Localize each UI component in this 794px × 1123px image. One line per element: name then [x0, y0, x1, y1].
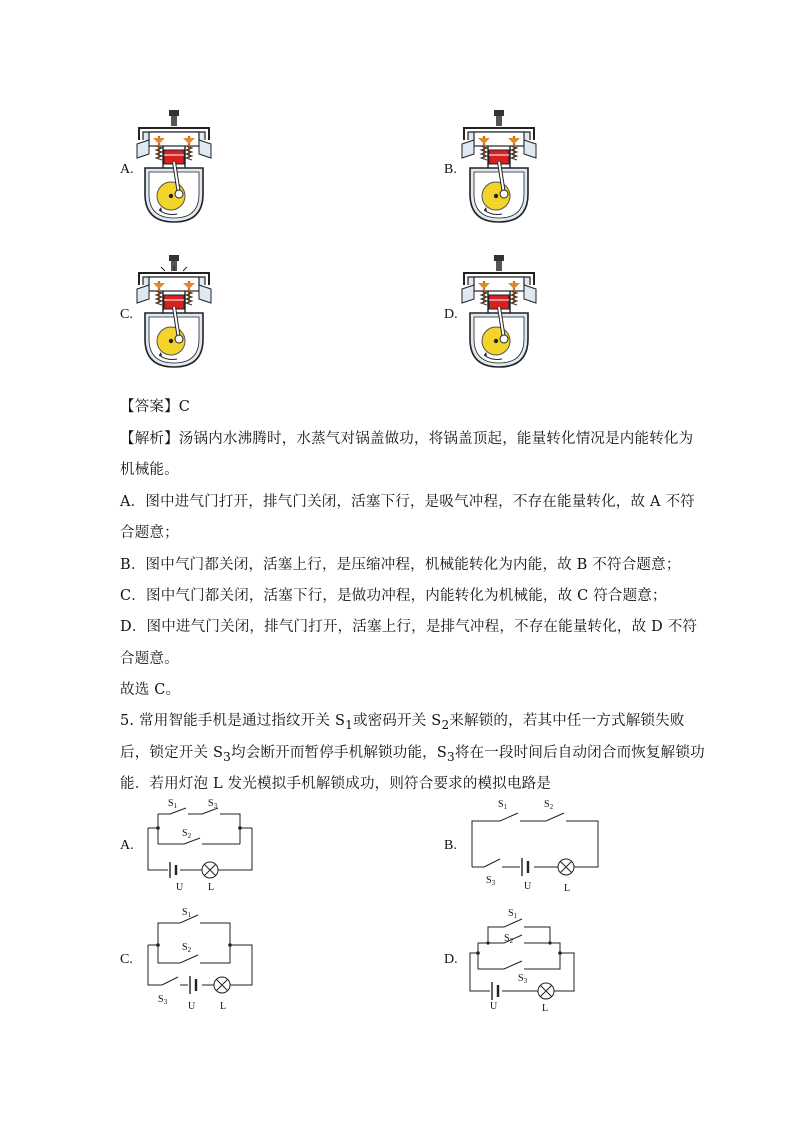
option-b-label: B.	[444, 162, 457, 177]
circuit-diagram-c	[140, 905, 265, 1013]
analysis-line-4: 合题意；	[120, 525, 179, 541]
analysis-line-5: B．图中气门都关闭，活塞上行，是压缩冲程，机械能转化为内能，故 B 不符合题意；	[120, 557, 681, 573]
label-l: L	[564, 883, 571, 894]
label-u: U	[176, 882, 184, 893]
label-s1: $S_1$	[498, 799, 508, 811]
label-s1: $S_1$	[182, 907, 192, 919]
option-c-label: C.	[120, 307, 133, 322]
label-u: U	[490, 1001, 498, 1012]
label-s3: $S_3$	[208, 798, 218, 810]
analysis-line-8: 合题意。	[120, 651, 179, 667]
label-l: L	[220, 1001, 227, 1012]
option-d-label: D.	[444, 307, 458, 322]
label-u: U	[524, 881, 532, 892]
answer-text: 【答案】C	[120, 399, 191, 415]
analysis-line-6: C．图中气门都关闭，活塞下行，是做功冲程，内能转化为机械能，故 C 符合题意；	[120, 588, 667, 604]
label-s2: $S_2$	[182, 828, 192, 840]
analysis-line-2: 机械能。	[120, 462, 179, 478]
label-s2: $S_2$	[182, 942, 192, 954]
label-s2: $S_2$	[544, 799, 554, 811]
circuit-option-c-label: C.	[120, 952, 133, 967]
circuit-diagram-d	[462, 903, 587, 1015]
option-a-label: A.	[120, 162, 134, 177]
engine-diagram-a	[135, 103, 215, 233]
label-u: U	[188, 1001, 196, 1012]
question5-line-3: 能．若用灯泡 L 发光模拟手机解锁成功，则符合要求的模拟电路是	[120, 776, 552, 792]
label-l: L	[208, 882, 215, 893]
question5-line-1: 5. 常用智能手机是通过指纹开关 $S_1$或密码开关 $S_2$来解锁的，若其中任一方式解锁失败	[120, 713, 685, 732]
question5-line-2: 后，锁定开关 $S_3$均会断开而暂停手机解锁功能，$S_3$将在一段时间后自动闭合而恢复解锁功	[120, 745, 705, 764]
circuit-option-b-label: B.	[444, 838, 457, 853]
label-s3: $S_3$	[158, 994, 168, 1006]
circuit-diagram-a	[140, 798, 260, 893]
analysis-line-7: D．图中进气门关闭，排气门打开，活塞上行，是排气冲程，不存在能量转化，故 D 不符	[120, 619, 698, 635]
label-l: L	[542, 1003, 549, 1014]
label-s1: $S_1$	[508, 908, 518, 920]
circuit-option-a-label: A.	[120, 838, 134, 853]
label-s2: $S_2$	[504, 933, 514, 945]
engine-diagram-c	[135, 248, 215, 378]
engine-diagram-b	[460, 103, 540, 233]
analysis-line-3: A．图中进气门打开，排气门关闭，活塞下行，是吸气冲程，不存在能量转化，故 A 不符	[120, 494, 695, 510]
circuit-diagram-b	[462, 795, 607, 895]
circuit-option-d-label: D.	[444, 952, 458, 967]
label-s3: $S_3$	[486, 875, 496, 887]
label-s1: $S_1$	[168, 798, 178, 810]
engine-diagram-d	[460, 248, 540, 378]
label-s3: $S_3$	[518, 973, 528, 985]
analysis-line-9: 故选 C。	[120, 682, 181, 698]
analysis-line-1: 【解析】汤锅内水沸腾时，水蒸气对锅盖做功，将锅盖顶起，能量转化情况是内能转化为	[120, 431, 694, 447]
